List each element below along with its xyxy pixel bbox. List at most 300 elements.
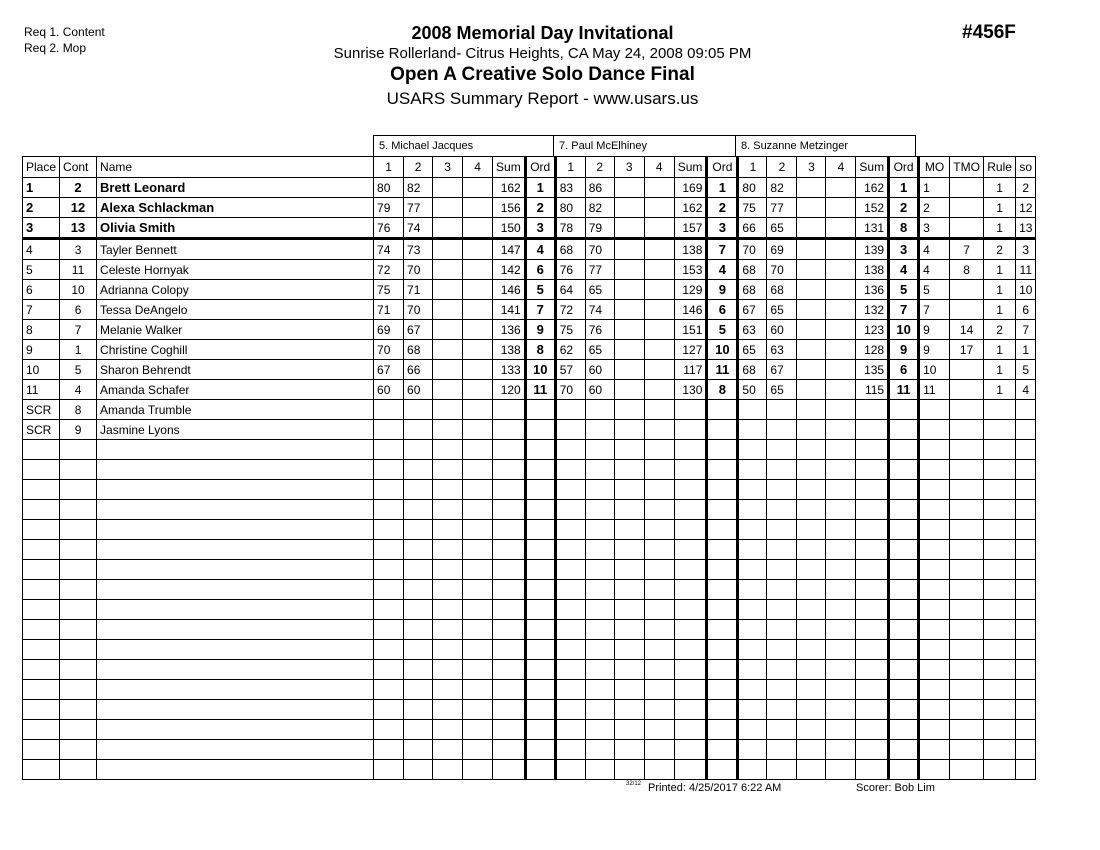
score-cell [433, 720, 463, 740]
score-cell: 70 [585, 239, 614, 260]
cont-cell: 8 [60, 400, 97, 420]
score-cell [826, 560, 856, 580]
ord-cell: 1 [525, 178, 555, 198]
sum-cell: 127 [674, 340, 707, 360]
ord-cell [707, 680, 738, 700]
score-cell [614, 660, 644, 680]
sum-cell [674, 720, 707, 740]
tmo-cell [950, 218, 984, 239]
ord-cell: 3 [889, 239, 919, 260]
score-cell [433, 178, 463, 198]
tmo-cell [950, 580, 984, 600]
ord-cell: 2 [889, 198, 919, 218]
score-cell [463, 239, 493, 260]
score-cell [463, 218, 493, 239]
score-cell [374, 400, 404, 420]
score-cell: 75 [555, 320, 585, 340]
score-cell [555, 600, 585, 620]
score-cell [826, 660, 856, 680]
score-cell [585, 420, 614, 440]
name-cell [97, 480, 374, 500]
so-cell [1016, 400, 1036, 420]
score-cell [374, 580, 404, 600]
score-cell [826, 680, 856, 700]
cont-cell [60, 720, 97, 740]
score-cell [585, 440, 614, 460]
score-cell [797, 680, 826, 700]
mo-cell [919, 460, 950, 480]
score-cell [644, 440, 674, 460]
score-cell [826, 260, 856, 280]
tmo-cell [950, 280, 984, 300]
score-cell [797, 580, 826, 600]
ord-cell [889, 620, 919, 640]
score-cell [463, 660, 493, 680]
rule-cell [984, 420, 1016, 440]
rule-cell: 1 [984, 300, 1016, 320]
score-cell: 70 [374, 340, 404, 360]
score-cell: 57 [555, 360, 585, 380]
sum-cell: 128 [856, 340, 889, 360]
score-cell [463, 720, 493, 740]
score-cell [797, 620, 826, 640]
cont-cell: 4 [60, 380, 97, 400]
score-cell [614, 280, 644, 300]
name-cell [97, 620, 374, 640]
ord-cell [707, 620, 738, 640]
cont-cell: 9 [60, 420, 97, 440]
so-cell: 3 [1016, 239, 1036, 260]
table-row [23, 380, 1036, 400]
score-cell [767, 420, 797, 440]
empty-row [23, 620, 1036, 640]
so-cell [1016, 500, 1036, 520]
score-cell [826, 380, 856, 400]
ord-cell: 1 [707, 178, 738, 198]
sum-cell: 150 [493, 218, 526, 239]
score-cell [555, 500, 585, 520]
score-cell [404, 460, 433, 480]
mo-cell [919, 400, 950, 420]
sum-cell [493, 620, 526, 640]
sum-cell: 153 [674, 260, 707, 280]
score-cell [463, 560, 493, 580]
mo-cell: 2 [919, 198, 950, 218]
sum-cell [493, 420, 526, 440]
score-cell [614, 380, 644, 400]
tmo-cell [950, 380, 984, 400]
score-cell [644, 540, 674, 560]
sum-cell [493, 500, 526, 520]
name-cell: Jasmine Lyons [97, 420, 374, 440]
mo-cell [919, 760, 950, 780]
tmo-cell [950, 660, 984, 680]
place-cell [23, 760, 60, 780]
mo-cell [919, 500, 950, 520]
score-cell [555, 760, 585, 780]
score-cell [433, 380, 463, 400]
place-cell [23, 740, 60, 760]
score-cell: 68 [555, 239, 585, 260]
ord-cell [525, 580, 555, 600]
empty-row [23, 660, 1036, 680]
score-cell [555, 720, 585, 740]
score-cell [463, 320, 493, 340]
rule-cell [984, 520, 1016, 540]
score-cell [555, 700, 585, 720]
tmo-cell [950, 178, 984, 198]
score-cell: 80 [555, 198, 585, 218]
score-cell [797, 440, 826, 460]
mo-cell [919, 560, 950, 580]
ord-cell: 9 [707, 280, 738, 300]
header-score-1: 1 [374, 157, 404, 178]
name-cell [97, 520, 374, 540]
score-cell [463, 500, 493, 520]
score-cell [433, 260, 463, 280]
score-cell: 77 [404, 198, 433, 218]
score-cell [826, 580, 856, 600]
sum-cell [674, 580, 707, 600]
score-cell [463, 760, 493, 780]
header-score-3: 3 [614, 157, 644, 178]
ord-cell [525, 500, 555, 520]
score-cell [614, 260, 644, 280]
cont-cell: 10 [60, 280, 97, 300]
score-cell [644, 680, 674, 700]
ord-cell [707, 400, 738, 420]
score-cell [433, 300, 463, 320]
sum-cell [493, 460, 526, 480]
score-cell [797, 360, 826, 380]
sum-cell [674, 540, 707, 560]
so-cell [1016, 420, 1036, 440]
table-row [23, 218, 1036, 239]
ord-cell [707, 440, 738, 460]
score-cell [767, 440, 797, 460]
score-cell [374, 500, 404, 520]
name-cell [97, 660, 374, 680]
tmo-cell [950, 400, 984, 420]
score-cell: 68 [404, 340, 433, 360]
score-cell [644, 460, 674, 480]
table-row [23, 420, 1036, 440]
score-cell: 68 [738, 360, 767, 380]
score-cell: 63 [767, 340, 797, 360]
sum-cell: 123 [856, 320, 889, 340]
sum-cell: 135 [856, 360, 889, 380]
score-cell: 77 [767, 198, 797, 218]
score-cell [614, 440, 644, 460]
sum-cell [856, 580, 889, 600]
score-cell: 68 [738, 280, 767, 300]
empty-row [23, 480, 1036, 500]
sum-cell [493, 440, 526, 460]
score-cell [767, 740, 797, 760]
sum-cell [674, 740, 707, 760]
score-cell [738, 640, 767, 660]
score-cell [374, 700, 404, 720]
score-cell [463, 280, 493, 300]
tmo-cell: 8 [950, 260, 984, 280]
score-cell [374, 660, 404, 680]
score-cell: 79 [585, 218, 614, 239]
score-cell: 76 [374, 218, 404, 239]
table-row [23, 280, 1036, 300]
rule-cell: 1 [984, 360, 1016, 380]
sum-cell: 115 [856, 380, 889, 400]
rule-cell [984, 560, 1016, 580]
score-cell [433, 360, 463, 380]
score-cell [555, 660, 585, 680]
tmo-cell [950, 300, 984, 320]
place-cell: 3 [23, 218, 60, 239]
ord-cell [525, 640, 555, 660]
ord-cell [889, 580, 919, 600]
name-cell: Tayler Bennett [97, 239, 374, 260]
score-cell [433, 660, 463, 680]
score-cell [614, 720, 644, 740]
ord-cell [889, 400, 919, 420]
score-cell [555, 580, 585, 600]
score-cell: 76 [585, 320, 614, 340]
score-cell [555, 540, 585, 560]
sum-cell: 138 [493, 340, 526, 360]
tmo-cell [950, 360, 984, 380]
score-cell: 75 [374, 280, 404, 300]
ord-cell: 9 [525, 320, 555, 340]
ord-cell: 6 [525, 260, 555, 280]
sum-cell [493, 400, 526, 420]
score-cell [555, 460, 585, 480]
sum-cell [674, 680, 707, 700]
place-cell: 8 [23, 320, 60, 340]
header-place: Place [23, 157, 60, 178]
ord-cell: 2 [525, 198, 555, 218]
name-cell: Olivia Smith [97, 218, 374, 239]
cont-cell: 1 [60, 340, 97, 360]
table-row [23, 300, 1036, 320]
place-cell: 4 [23, 239, 60, 260]
ord-cell: 7 [525, 300, 555, 320]
rule-cell [984, 680, 1016, 700]
score-cell: 83 [555, 178, 585, 198]
sum-cell: 157 [674, 218, 707, 239]
tmo-cell [950, 640, 984, 660]
score-cell [433, 680, 463, 700]
score-cell [644, 500, 674, 520]
score-cell [374, 620, 404, 640]
report-title: USARS Summary Report - www.usars.us [386, 89, 699, 108]
rule-cell [984, 740, 1016, 760]
score-cell [644, 660, 674, 680]
so-cell [1016, 680, 1036, 700]
sum-cell: 117 [674, 360, 707, 380]
sum-cell [674, 560, 707, 580]
sum-cell: 146 [493, 280, 526, 300]
score-cell [767, 480, 797, 500]
place-cell [23, 680, 60, 700]
ord-cell: 6 [707, 300, 738, 320]
score-cell [614, 420, 644, 440]
ord-cell [525, 700, 555, 720]
header-ord: Ord [889, 157, 919, 178]
sum-cell [674, 400, 707, 420]
ord-cell [525, 540, 555, 560]
sum-cell [856, 760, 889, 780]
mo-cell [919, 700, 950, 720]
score-cell [797, 320, 826, 340]
score-cell [463, 300, 493, 320]
score-cell [433, 420, 463, 440]
judge-name: 7. Paul McElhiney [554, 136, 736, 157]
sum-cell [674, 600, 707, 620]
place-cell: SCR [23, 400, 60, 420]
judge-name: 8. Suzanne Metzinger [736, 136, 916, 157]
tmo-cell [950, 460, 984, 480]
score-cell [555, 620, 585, 640]
table-row [23, 320, 1036, 340]
score-cell [404, 420, 433, 440]
score-cell [614, 480, 644, 500]
mo-cell: 3 [919, 218, 950, 239]
place-cell [23, 500, 60, 520]
score-cell [374, 600, 404, 620]
name-cell: Sharon Behrendt [97, 360, 374, 380]
score-cell [644, 760, 674, 780]
table-row [23, 400, 1036, 420]
name-cell: Christine Coghill [97, 340, 374, 360]
header-score-4: 4 [463, 157, 493, 178]
table-row [23, 360, 1036, 380]
score-cell [826, 340, 856, 360]
score-cell [797, 239, 826, 260]
mo-cell: 10 [919, 360, 950, 380]
score-cell [738, 660, 767, 680]
score-cell: 79 [374, 198, 404, 218]
score-cell [614, 198, 644, 218]
scorer: Scorer: Bob Lim [856, 782, 935, 794]
score-cell [614, 520, 644, 540]
sum-cell [493, 700, 526, 720]
score-cell [738, 620, 767, 640]
score-cell [614, 760, 644, 780]
table-row [23, 239, 1036, 260]
score-cell [374, 680, 404, 700]
score-cell [826, 480, 856, 500]
judge-header [373, 135, 916, 157]
place-cell [23, 720, 60, 740]
score-cell [738, 540, 767, 560]
tmo-cell [950, 720, 984, 740]
score-cell [374, 420, 404, 440]
ord-cell [889, 600, 919, 620]
empty-row [23, 720, 1036, 740]
score-cell [614, 400, 644, 420]
score-cell [404, 720, 433, 740]
header-so: so [1016, 157, 1036, 178]
score-cell: 67 [738, 300, 767, 320]
cont-cell: 2 [60, 178, 97, 198]
score-cell [433, 218, 463, 239]
score-cell [433, 480, 463, 500]
score-cell [585, 540, 614, 560]
ord-cell [525, 680, 555, 700]
mo-cell: 9 [919, 340, 950, 360]
ord-cell [707, 760, 738, 780]
tmo-cell [950, 700, 984, 720]
ord-cell [707, 660, 738, 680]
place-cell [23, 520, 60, 540]
ord-cell [707, 560, 738, 580]
header-cont: Cont [60, 157, 97, 178]
score-cell: 74 [585, 300, 614, 320]
header-score-1: 1 [555, 157, 585, 178]
tmo-cell [950, 480, 984, 500]
cont-cell: 3 [60, 239, 97, 260]
score-cell [797, 740, 826, 760]
so-cell [1016, 560, 1036, 580]
score-cell [644, 380, 674, 400]
ord-cell: 10 [707, 340, 738, 360]
score-cell: 60 [404, 380, 433, 400]
score-cell [797, 218, 826, 239]
table-row [23, 178, 1036, 198]
table-row [23, 260, 1036, 280]
score-cell: 66 [738, 218, 767, 239]
place-cell: 2 [23, 198, 60, 218]
score-cell [463, 178, 493, 198]
score-cell: 63 [738, 320, 767, 340]
sum-cell: 120 [493, 380, 526, 400]
score-cell: 64 [555, 280, 585, 300]
score-cell [826, 239, 856, 260]
place-cell [23, 580, 60, 600]
score-cell [555, 680, 585, 700]
score-cell [826, 420, 856, 440]
cont-cell [60, 520, 97, 540]
ord-cell [525, 740, 555, 760]
score-cell [433, 500, 463, 520]
sum-cell [674, 700, 707, 720]
ord-cell [707, 520, 738, 540]
judge-name: 5. Michael Jacques [374, 136, 554, 157]
score-cell: 65 [585, 340, 614, 360]
sum-cell: 130 [674, 380, 707, 400]
score-cell [614, 540, 644, 560]
score-cell: 72 [555, 300, 585, 320]
ord-cell [889, 440, 919, 460]
ord-cell: 8 [889, 218, 919, 239]
score-cell [644, 520, 674, 540]
ord-cell: 3 [525, 218, 555, 239]
so-cell: 5 [1016, 360, 1036, 380]
rule-cell [984, 440, 1016, 460]
score-cell [767, 660, 797, 680]
sum-cell: 162 [674, 198, 707, 218]
mo-cell [919, 580, 950, 600]
score-cell: 68 [767, 280, 797, 300]
score-cell [433, 280, 463, 300]
cont-cell [60, 680, 97, 700]
score-cell [404, 640, 433, 660]
score-cell: 73 [404, 239, 433, 260]
header-score-1: 1 [738, 157, 767, 178]
name-cell: Amanda Trumble [97, 400, 374, 420]
sum-cell [674, 520, 707, 540]
so-cell: 11 [1016, 260, 1036, 280]
score-cell [826, 320, 856, 340]
